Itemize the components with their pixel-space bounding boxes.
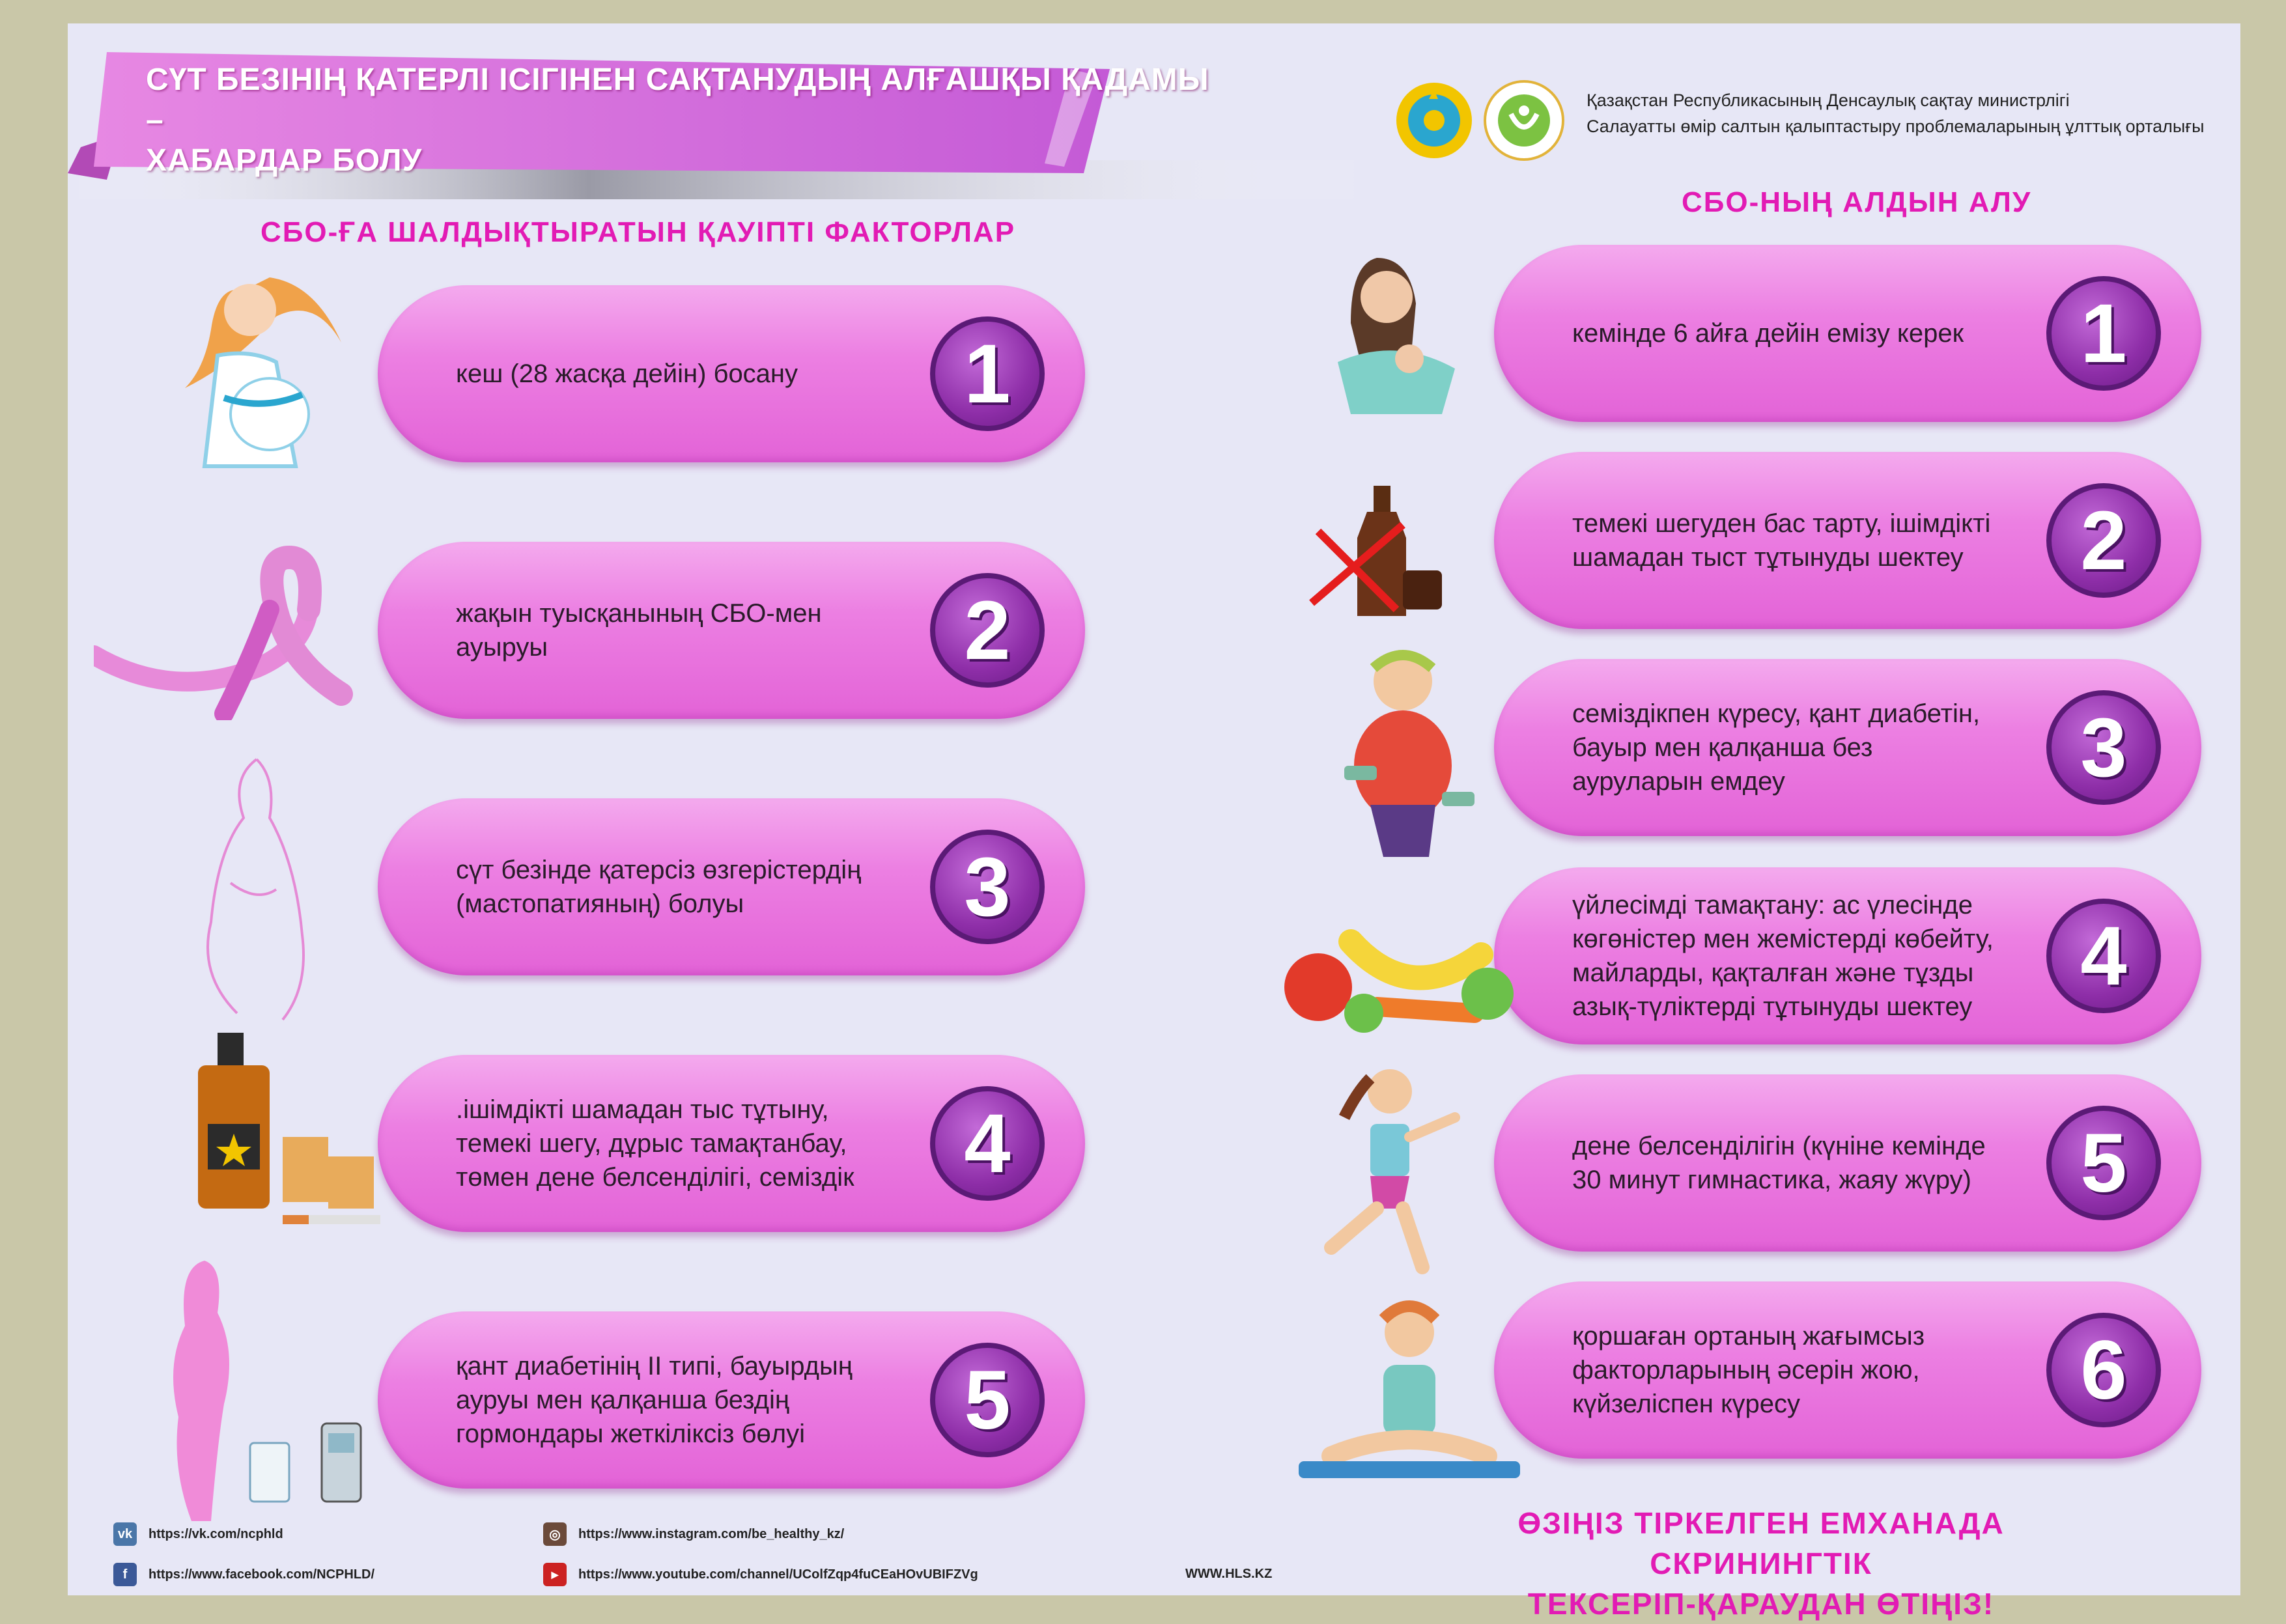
vk-url[interactable]: https://vk.com/ncphld <box>148 1526 283 1541</box>
prevention-item-text: үйлесімді тамақтану: ас үлесінде көгөністер мен жемістерді көбейту, майларды, қақталған және тұзды азық-түліктерді тұтынуды шектеу <box>1572 891 1994 1021</box>
risk-item <box>378 798 1085 975</box>
risk-item-text: .ішімдікті шамадан тыс тұтыну, темекі шегу, дұрыс тамақтанбау, төмен дене белсенділігі, семіздік <box>456 1095 854 1192</box>
risk-item <box>378 1055 1085 1232</box>
facebook-icon: f <box>113 1563 137 1586</box>
banner-title-line1: СҮТ БЕЗІНІҢ ҚАТЕРЛІ ІСІГІНЕН САҚТАНУДЫҢ АЛҒАШҚЫ ҚАДАМЫ – <box>146 63 1209 137</box>
prevention-item <box>1494 1281 2201 1459</box>
risk-title: СБО-ҒА ШАЛДЫҚТЫРАТЫН ҚАУІПТІ ФАКТОРЛАР <box>261 216 1016 248</box>
prevention-title: СБО-НЫҢ АЛДЫН АЛУ <box>1682 186 2032 218</box>
prevention-item-text: темекі шегуден бас тарту, ішімдікті шамадан тыст тұтынуды шектеу <box>1572 509 1991 572</box>
risk-item-text: жақын туысқанының СБО-мен ауыруы <box>456 599 822 662</box>
site-link[interactable] <box>1185 1567 1272 1582</box>
ministry-line1: Қазақстан Республикасының Денсаулық сақтау министрлігі <box>1587 91 2070 110</box>
prevention-item <box>1494 659 2201 836</box>
pink-ribbon-icon <box>94 531 393 720</box>
no-alcohol-smoking-icon <box>1305 473 1475 629</box>
risk-item <box>378 285 1085 462</box>
cta-line1: ӨЗІҢІЗ ТІРКЕЛГЕН ЕМХАНАДА СКРИНИНГТІК <box>1517 1506 2005 1580</box>
facebook-link[interactable] <box>113 1563 374 1586</box>
risk-item-text: сүт безінде қатерсіз өзгерістердің (мастопатияның) болуы <box>456 856 862 918</box>
fruits-vegetables-illustration <box>1279 916 1540 1039</box>
risk-item-number: 1 <box>930 316 1045 431</box>
risk-item-number: 3 <box>930 830 1045 944</box>
alcohol-cigarette-illustration <box>152 1026 413 1241</box>
banner-title <box>146 60 1221 181</box>
risk-item-number: 2 <box>930 573 1045 688</box>
cta-line2: ТЕКСЕРІП-ҚАРАУДАН ӨТІҢІЗ! <box>1527 1587 1995 1621</box>
prevention-item <box>1494 452 2201 629</box>
ncphld-logo-icon <box>1485 81 1563 160</box>
risk-item-text: кеш (28 жасқа дейін) босану <box>456 359 798 388</box>
prevention-item-number: 1 <box>2046 276 2161 391</box>
prevention-item-text: қоршаған ортаның жағымсыз факторларының әсерін жою, күйзеліспен күресу <box>1572 1322 1925 1418</box>
instagram-url[interactable]: https://www.instagram.com/be_healthy_kz/ <box>578 1526 845 1541</box>
youtube-url[interactable]: https://www.youtube.com/channel/UColfZqp4fuCEaHOvUBIFZVg <box>578 1567 978 1582</box>
prevention-item-number: 5 <box>2046 1106 2161 1220</box>
prevention-item-number: 3 <box>2046 690 2161 805</box>
facebook-url[interactable]: https://www.facebook.com/NCPHLD/ <box>148 1567 375 1582</box>
prevention-item <box>1494 867 2201 1044</box>
overweight-exercise-illustration <box>1318 636 1501 896</box>
ministry-line2: Салауатты өмір салтын қалыптастыру проблемаларының ұлттық орталығы <box>1587 117 2205 136</box>
title-banner <box>68 23 1435 212</box>
ministry-text <box>1587 87 2286 139</box>
prevention-item-text: семіздікпен күресу, қант диабетін, бауыр мен қалқанша без ауруларын емдеу <box>1572 699 1981 796</box>
prevention-item-text: кемінде 6 айға дейін емізу керек <box>1572 319 1964 348</box>
youtube-link[interactable] <box>543 1563 978 1586</box>
prevention-item <box>1494 245 2201 422</box>
risk-item-number: 4 <box>930 1086 1045 1201</box>
instagram-link[interactable] <box>543 1522 844 1546</box>
risk-item <box>378 1311 1085 1489</box>
vk-icon: vk <box>113 1522 137 1546</box>
kazakhstan-emblem-icon <box>1396 83 1472 158</box>
woman-silhouette-sketch <box>152 753 361 1026</box>
risk-item-number: 5 <box>930 1343 1045 1457</box>
overweight-diabetes-illustration <box>152 1248 432 1534</box>
poster-frame <box>68 23 2240 1621</box>
pregnant-woman-illustration <box>146 258 354 473</box>
breastfeeding-mother-illustration <box>1312 245 1481 421</box>
prevention-item-text: дене белсенділігін (күніне кемінде 30 минут гимнастика, жаяу жүру) <box>1572 1132 1986 1194</box>
prevention-item <box>1494 1074 2201 1252</box>
running-woman-illustration <box>1299 1052 1520 1287</box>
vk-link[interactable] <box>113 1522 283 1546</box>
prevention-item-number: 6 <box>2046 1313 2161 1427</box>
banner-title-line2: ХАБАРДАР БОЛУ <box>146 143 423 178</box>
youtube-icon: ▶ <box>543 1563 567 1586</box>
screening-call-to-action <box>1435 1503 2087 1624</box>
risk-item-text: қант диабетінің II типі, бауырдың ауруы мен қалқанша бездің гормондары жеткіліксіз бөлуі <box>456 1352 853 1448</box>
risk-item <box>378 542 1085 719</box>
meditating-woman-illustration <box>1292 1293 1527 1489</box>
prevention-item-number: 2 <box>2046 483 2161 598</box>
instagram-icon: ◎ <box>543 1522 567 1546</box>
prevention-item-number: 4 <box>2046 899 2161 1013</box>
logos <box>1396 78 1572 163</box>
site-url[interactable]: WWW.HLS.KZ <box>1185 1567 1273 1581</box>
